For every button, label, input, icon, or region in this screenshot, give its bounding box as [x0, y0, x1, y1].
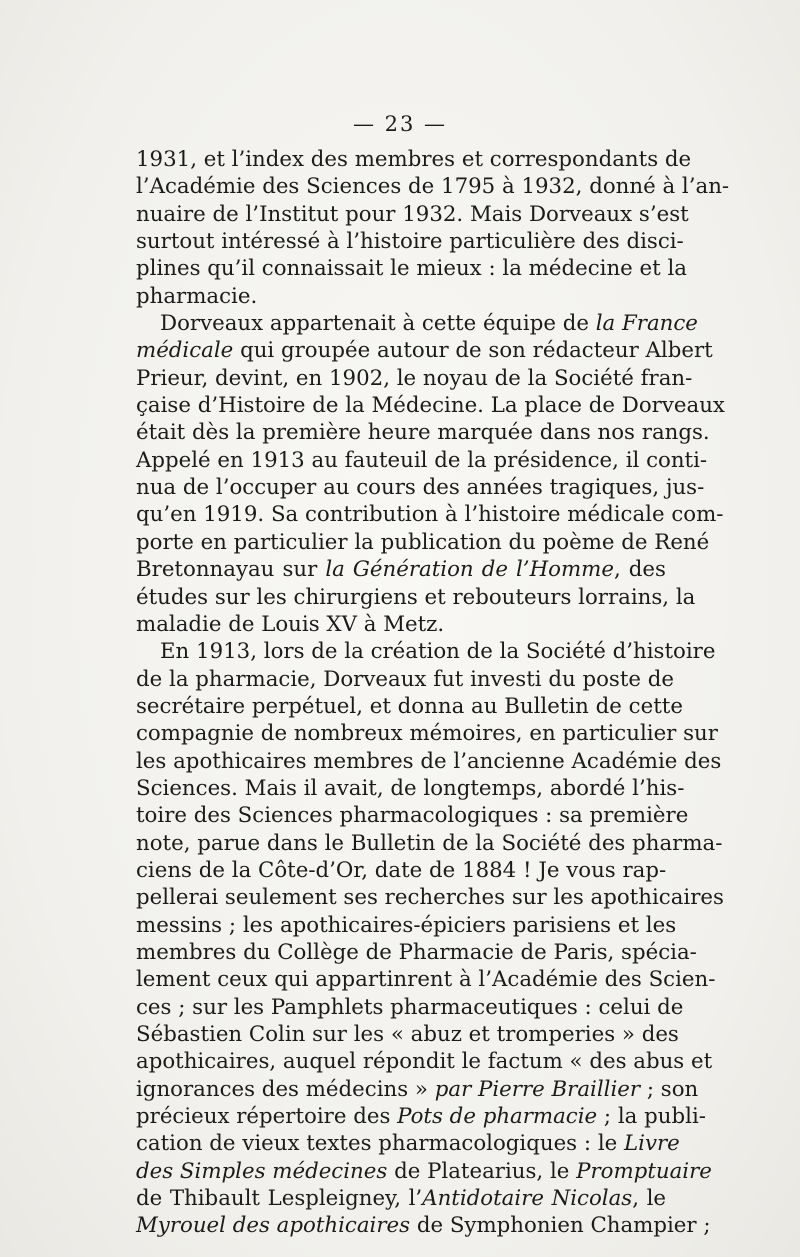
text-span: pellerai seulement ses recherches sur les apothicaires [136, 885, 724, 911]
text-line [136, 337, 713, 364]
text-span: ; la publi- [597, 1104, 706, 1130]
text-span: çaise d’Histoire de la Médecine. La place de Dorveaux [136, 393, 725, 419]
text-span: qu’en 1919. Sa contribution à l’histoire médicale com- [136, 502, 724, 528]
text-line [136, 173, 730, 200]
italic-text: des Simples médecines [136, 1158, 388, 1184]
italic-text: la France [595, 311, 698, 337]
text-line [136, 392, 725, 419]
text-span: membres du Collège de Pharmacie de Paris, spécia- [136, 939, 697, 965]
italic-text: Antidotaire Nicolas [422, 1186, 633, 1212]
text-span: , des [613, 557, 666, 583]
text-span: études sur les chirurgiens et rebouteurs lorrains, la [136, 584, 696, 610]
text-span: nua de l’occuper au cours des années tragiques, jus- [136, 475, 705, 501]
text-span: Sébastien Colin sur les « abuz et tromperies » des [136, 1022, 679, 1047]
text-line [136, 419, 710, 446]
italic-text: par Pierre Braillier [434, 1076, 641, 1102]
text-line [136, 1185, 666, 1212]
text-line [136, 556, 666, 583]
text-span: porte en particulier la publication du poème de René [136, 529, 710, 555]
text-span: était dès la première heure marquée dans nos rangs. [136, 420, 710, 446]
text-line [136, 748, 722, 775]
text-span: compagnie de nombreux mémoires, en particulier sur [136, 721, 718, 747]
text-line [136, 283, 666, 310]
text-span: de Platearius, le [387, 1158, 577, 1184]
body-text [136, 146, 730, 1240]
text-line [136, 1076, 699, 1103]
text-line [136, 529, 710, 556]
italic-text: médicale [136, 338, 234, 364]
text-line [136, 830, 723, 857]
text-span: messins ; les apothicaires-épiciers parisiens et les [136, 912, 677, 938]
text-line [136, 1103, 706, 1130]
text-span: ciens de la Côte-d’Or, date de 1884 ! Je vous rap- [136, 857, 667, 883]
text-span: ignorances des médecins » [136, 1076, 435, 1102]
text-line [136, 611, 666, 638]
text-line [136, 146, 692, 173]
text-line [136, 994, 684, 1021]
text-span: Sciences. Mais il avait, de longtemps, abordé l’his- [136, 775, 685, 801]
text-span: Prieur, devint, en 1902, le noyau de la Société fran- [136, 365, 693, 391]
italic-text: Livre [624, 1131, 680, 1157]
text-line [136, 1212, 711, 1239]
text-line [136, 228, 684, 255]
text-span: les apothicaires membres de l’ancienne Académie des [136, 748, 722, 774]
text-line [136, 474, 705, 501]
text-line [136, 501, 724, 528]
text-line [136, 666, 675, 693]
text-span: apothicaires, auquel répondit le factum « des abus et [136, 1049, 713, 1075]
text-line [136, 365, 693, 392]
text-line [136, 638, 716, 665]
text-span: de Symphonien Champier ; [410, 1213, 711, 1239]
text-line [136, 201, 689, 228]
text-line [136, 775, 685, 802]
text-line [136, 857, 666, 884]
italic-text: Promptuaire [576, 1158, 712, 1184]
text-span: secrétaire perpétuel, et donna au Bulletin de cette [136, 693, 683, 719]
text-span: Dorveaux appartenait à cette équipe de [160, 311, 596, 337]
text-line [136, 912, 677, 939]
text-span: précieux répertoire des [136, 1104, 398, 1130]
text-line [136, 584, 696, 611]
text-line [136, 255, 687, 282]
text-span: lement ceux qui appartinrent à l’Académie des Scien- [136, 967, 716, 993]
text-span: Appelé en 1913 au fauteuil de la présidence, il conti- [136, 447, 708, 473]
text-span: , le [632, 1186, 666, 1212]
text-line [136, 1048, 713, 1075]
text-line [136, 447, 708, 474]
text-span: de Thibault Lespleigney, l’ [136, 1186, 423, 1212]
text-span: pharmacie. [136, 283, 258, 309]
text-line [136, 1158, 712, 1185]
text-span: ; son [640, 1076, 699, 1102]
text-span: toire des Sciences pharmacologiques : sa première [136, 803, 689, 829]
text-line [136, 939, 697, 966]
text-line [136, 310, 698, 337]
text-line [136, 720, 718, 747]
text-line [136, 1021, 679, 1048]
text-span: l’Académie des Sciences de 1795 à 1932, donné à l’an- [136, 174, 730, 200]
text-span: nuaire de l’Institut pour 1932. Mais Dorveaux s’est [136, 201, 689, 227]
text-span: 1931, et l’index des membres et correspondants de [136, 147, 692, 172]
text-span: qui groupée autour de son rédacteur Albert [233, 338, 713, 364]
text-span: En 1913, lors de la création de la Société d’histoire [160, 639, 716, 665]
text-span: Bretonnayau sur [136, 557, 326, 583]
italic-text: Pots de pharmacie [397, 1104, 598, 1130]
italic-text: Myrouel des apothicaires [136, 1213, 411, 1239]
text-line [136, 693, 683, 720]
text-span: de la pharmacie, Dorveaux fut investi du poste de [136, 666, 675, 692]
text-span: plines qu’il connaissait le mieux : la médecine et la [136, 256, 687, 282]
text-span: ces ; sur les Pamphlets pharmaceutiques : celui de [136, 994, 684, 1020]
text-span: cation de vieux textes pharmacologiques : le [136, 1131, 625, 1157]
italic-text: la Génération de l’Homme [325, 557, 614, 583]
text-span: maladie de Louis XV à Metz. [136, 611, 445, 637]
text-line [136, 802, 689, 829]
text-span: surtout intéressé à l’histoire particulière des disci- [136, 229, 684, 255]
page-number: — 23 — [352, 112, 448, 136]
text-span: note, parue dans le Bulletin de la Société des pharma- [136, 830, 723, 856]
text-line [136, 1130, 680, 1157]
text-line [136, 966, 716, 993]
text-line [136, 884, 724, 911]
